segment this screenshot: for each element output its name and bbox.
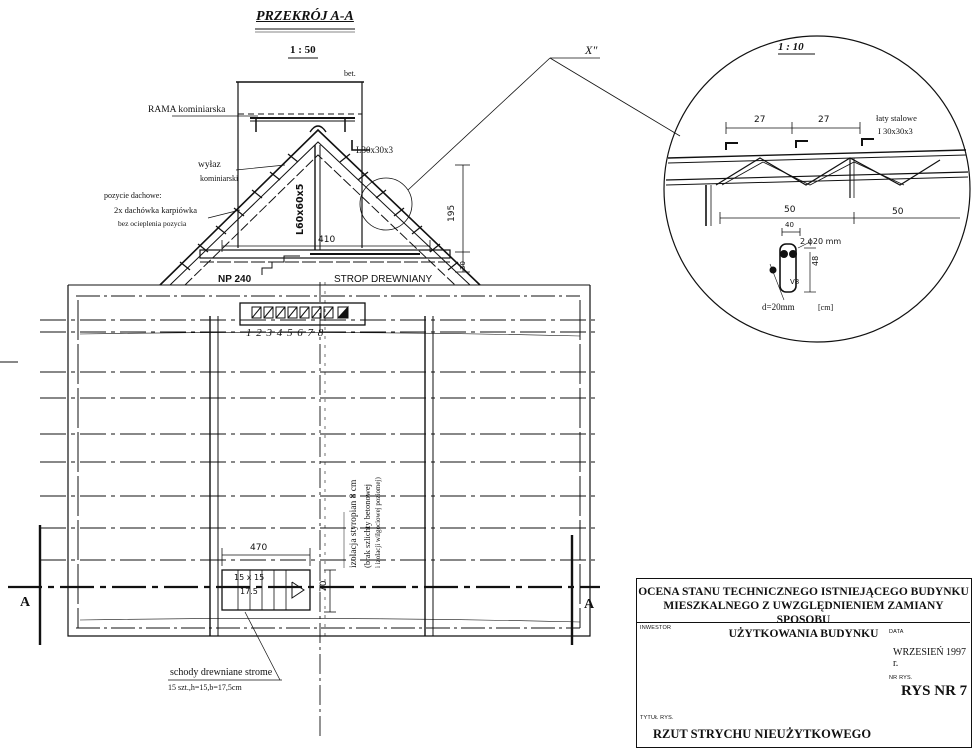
- label-strop: STROP DREWNIANY: [334, 274, 433, 285]
- detail-laty-2: I 30x30x3: [878, 126, 913, 136]
- label-pokrycie-3: bez ocieplenia pozycia: [118, 219, 187, 228]
- vent-numbers: 1 2 3 4 5 6 7 8: [246, 327, 325, 339]
- dim-195: 195: [447, 204, 457, 222]
- label-angle-post: L60x60x5: [295, 183, 306, 235]
- detail-rebar: 2 ϕ20 mm: [800, 237, 842, 246]
- label-np240: NP 240: [218, 274, 252, 285]
- scale-main: 1 : 50: [290, 44, 316, 56]
- roof-section: [160, 58, 680, 285]
- label-pokrycie-1: pozycie dachowe:: [104, 191, 162, 200]
- stair-text-1: 15 x 15: [234, 573, 265, 582]
- label-angle-top: L30x30x3: [356, 145, 393, 155]
- title-block-drawing-number: RYS NR 7: [901, 683, 968, 699]
- label-insulation-2: (brak szlichty betonowej: [362, 483, 372, 568]
- section-marker-left: A: [20, 595, 31, 610]
- title-block-data-label: DATA: [889, 629, 904, 635]
- dim-410: 410: [318, 235, 336, 245]
- detail-v8: V8: [790, 278, 800, 286]
- label-insulation-3: i izolacji wilgociowej poziomej): [374, 477, 382, 568]
- section-marker-right: A: [584, 597, 595, 612]
- label-wylaz: wyłaz: [198, 160, 221, 170]
- stair-text-2: 17.5: [240, 587, 258, 596]
- label-rama: RAMA kominiarska: [148, 105, 226, 115]
- title-block: [636, 578, 972, 748]
- label-stairs-1: schody drewniane strome: [170, 667, 273, 678]
- detail-unit: [cm]: [818, 303, 834, 312]
- detail-dim-48: 48: [811, 255, 820, 266]
- title-block-header-line-2: MIESZKALNEGO Z UWZGLĘDNIENIEM ZAMIANY SPOSOBU: [663, 600, 944, 626]
- attic-plan: [0, 282, 600, 740]
- detail-dim-27a: 27: [754, 115, 766, 125]
- detail-laty-1: łaty stalowe: [876, 113, 917, 123]
- section-title: PRZEKRÓJ A-A: [256, 9, 354, 24]
- label-insulation-1: izolacja styropian 8 cm: [349, 479, 359, 568]
- title-block-nr-label: NR RYS.: [889, 675, 913, 681]
- label-bet: bet.: [344, 69, 356, 78]
- detail-dim-50b: 50: [892, 207, 904, 217]
- dim-70: 70: [319, 580, 329, 592]
- title-block-tytul-label: TYTUŁ RYS.: [640, 715, 674, 721]
- detail-marker: X": [585, 43, 598, 57]
- detail-d20: d=20mm: [762, 302, 795, 312]
- title-block-inwestor-label: INWESTOR: [640, 625, 672, 631]
- title-block-drawing-title: RZUT STRYCHU NIEUŻYTKOWEGO: [653, 727, 872, 741]
- label-stairs-2: 15 szt.,h=15,b=17,5cm: [168, 683, 242, 692]
- detail-dim-40: 40: [785, 221, 794, 229]
- detail-dim-27b: 27: [818, 115, 830, 125]
- dim-470: 470: [250, 543, 268, 553]
- dim-30: 30: [459, 261, 467, 270]
- label-pokrycie-2: 2x dachówka karpiówka: [114, 205, 198, 215]
- scale-detail: 1 : 10: [778, 41, 804, 53]
- title-block-header-line-3: UŻYTKOWANIA BUDYNKU: [728, 628, 879, 640]
- title-block-header-line-1: OCENA STANU TECHNICZNEGO ISTNIEJĄCEGO BUDYNKU: [638, 586, 969, 598]
- detail-x: [664, 36, 970, 342]
- label-kominiarski: kominiarski: [200, 174, 239, 183]
- title-block-date: WRZESIEŃ 1997 r.: [893, 647, 967, 669]
- detail-dim-50a: 50: [784, 205, 796, 215]
